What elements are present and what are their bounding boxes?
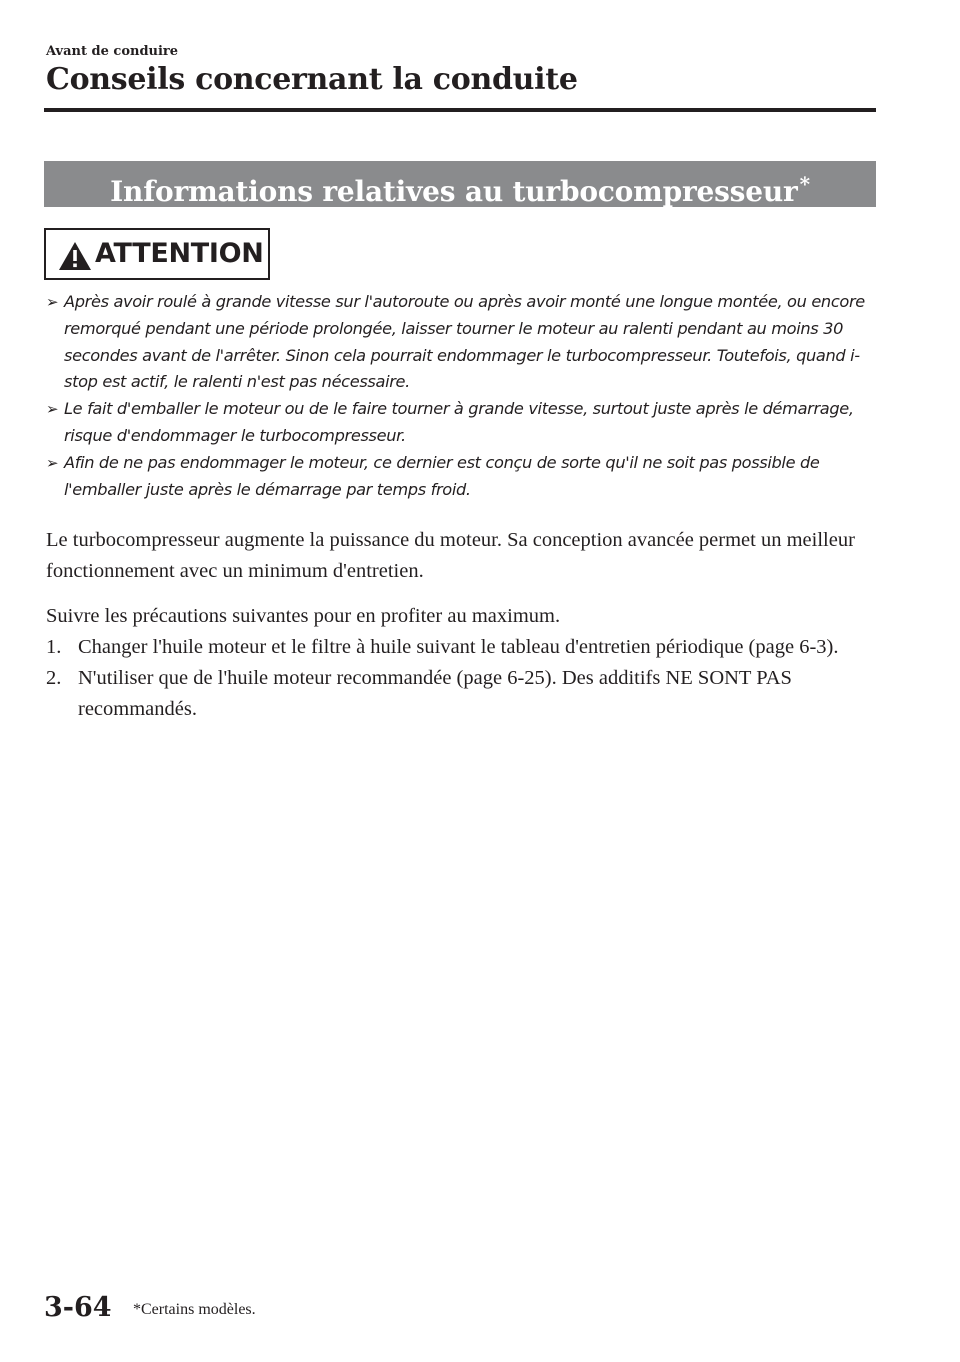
warning-text: Après avoir roulé à grande vitesse sur l'autoroute ou après avoir monté une longue montée, ou encore remorqué pendant une période prolongée, laisser tourner le moteur au ralenti pendant au moins 30 secondes avant de l'arrêter. Sinon cela pourrait endommager le turbocompresseur. Toutefois, quand i-stop est actif, le ralenti n'est pas nécessaire. — [64, 292, 865, 392]
warning-item — [46, 289, 876, 396]
title-rule — [44, 108, 876, 112]
warning-list — [46, 289, 876, 503]
page-title: Conseils concernant la conduite — [46, 62, 578, 97]
list-item — [46, 663, 876, 725]
step-text: N'utiliser que de l'huile moteur recommandée (page 6-25). Des additifs NE SONT PAS recommandés. — [78, 667, 792, 720]
footnote: *Certains modèles. — [133, 1301, 256, 1318]
chapter-label: Avant de conduire — [46, 44, 179, 59]
page-number: 3-64 — [44, 1292, 112, 1323]
precautions-list — [46, 632, 876, 725]
step-text: Changer l'huile moteur et le filtre à huile suivant le tableau d'entretien périodique (page 6-3). — [78, 636, 839, 658]
intro-paragraph: Le turbocompresseur augmente la puissance du moteur. Sa conception avancée permet un meilleur fonctionnement avec un minimum d'entretien. — [46, 529, 855, 582]
section-title: Informations relatives au turbocompresseur — [110, 175, 798, 208]
list-item — [46, 632, 876, 663]
attention-box — [44, 228, 270, 280]
warning-text: Le fait d'emballer le moteur ou de le faire tourner à grande vitesse, surtout juste après le démarrage, risque d'endommager le turbocompresseur. — [64, 399, 854, 445]
precautions-intro: Suivre les précautions suivantes pour en profiter au maximum. — [46, 605, 561, 627]
arrow-bullet-icon: ➢ — [46, 400, 59, 419]
section-heading — [44, 161, 876, 207]
step-number: 2. — [46, 667, 62, 689]
warning-item — [46, 396, 876, 450]
attention-label: ATTENTION — [95, 238, 264, 269]
warning-item — [46, 450, 876, 504]
arrow-bullet-icon: ➢ — [46, 293, 59, 311]
arrow-bullet-icon: ➢ — [46, 453, 59, 472]
warning-triangle-icon — [58, 241, 92, 271]
warning-text: Afin de ne pas endommager le moteur, ce dernier est conçu de sorte qu'il ne soit pas possible de l'emballer juste après le démarrage par temps froid. — [64, 452, 820, 499]
section-marker: * — [799, 172, 810, 196]
step-number: 1. — [46, 636, 62, 658]
